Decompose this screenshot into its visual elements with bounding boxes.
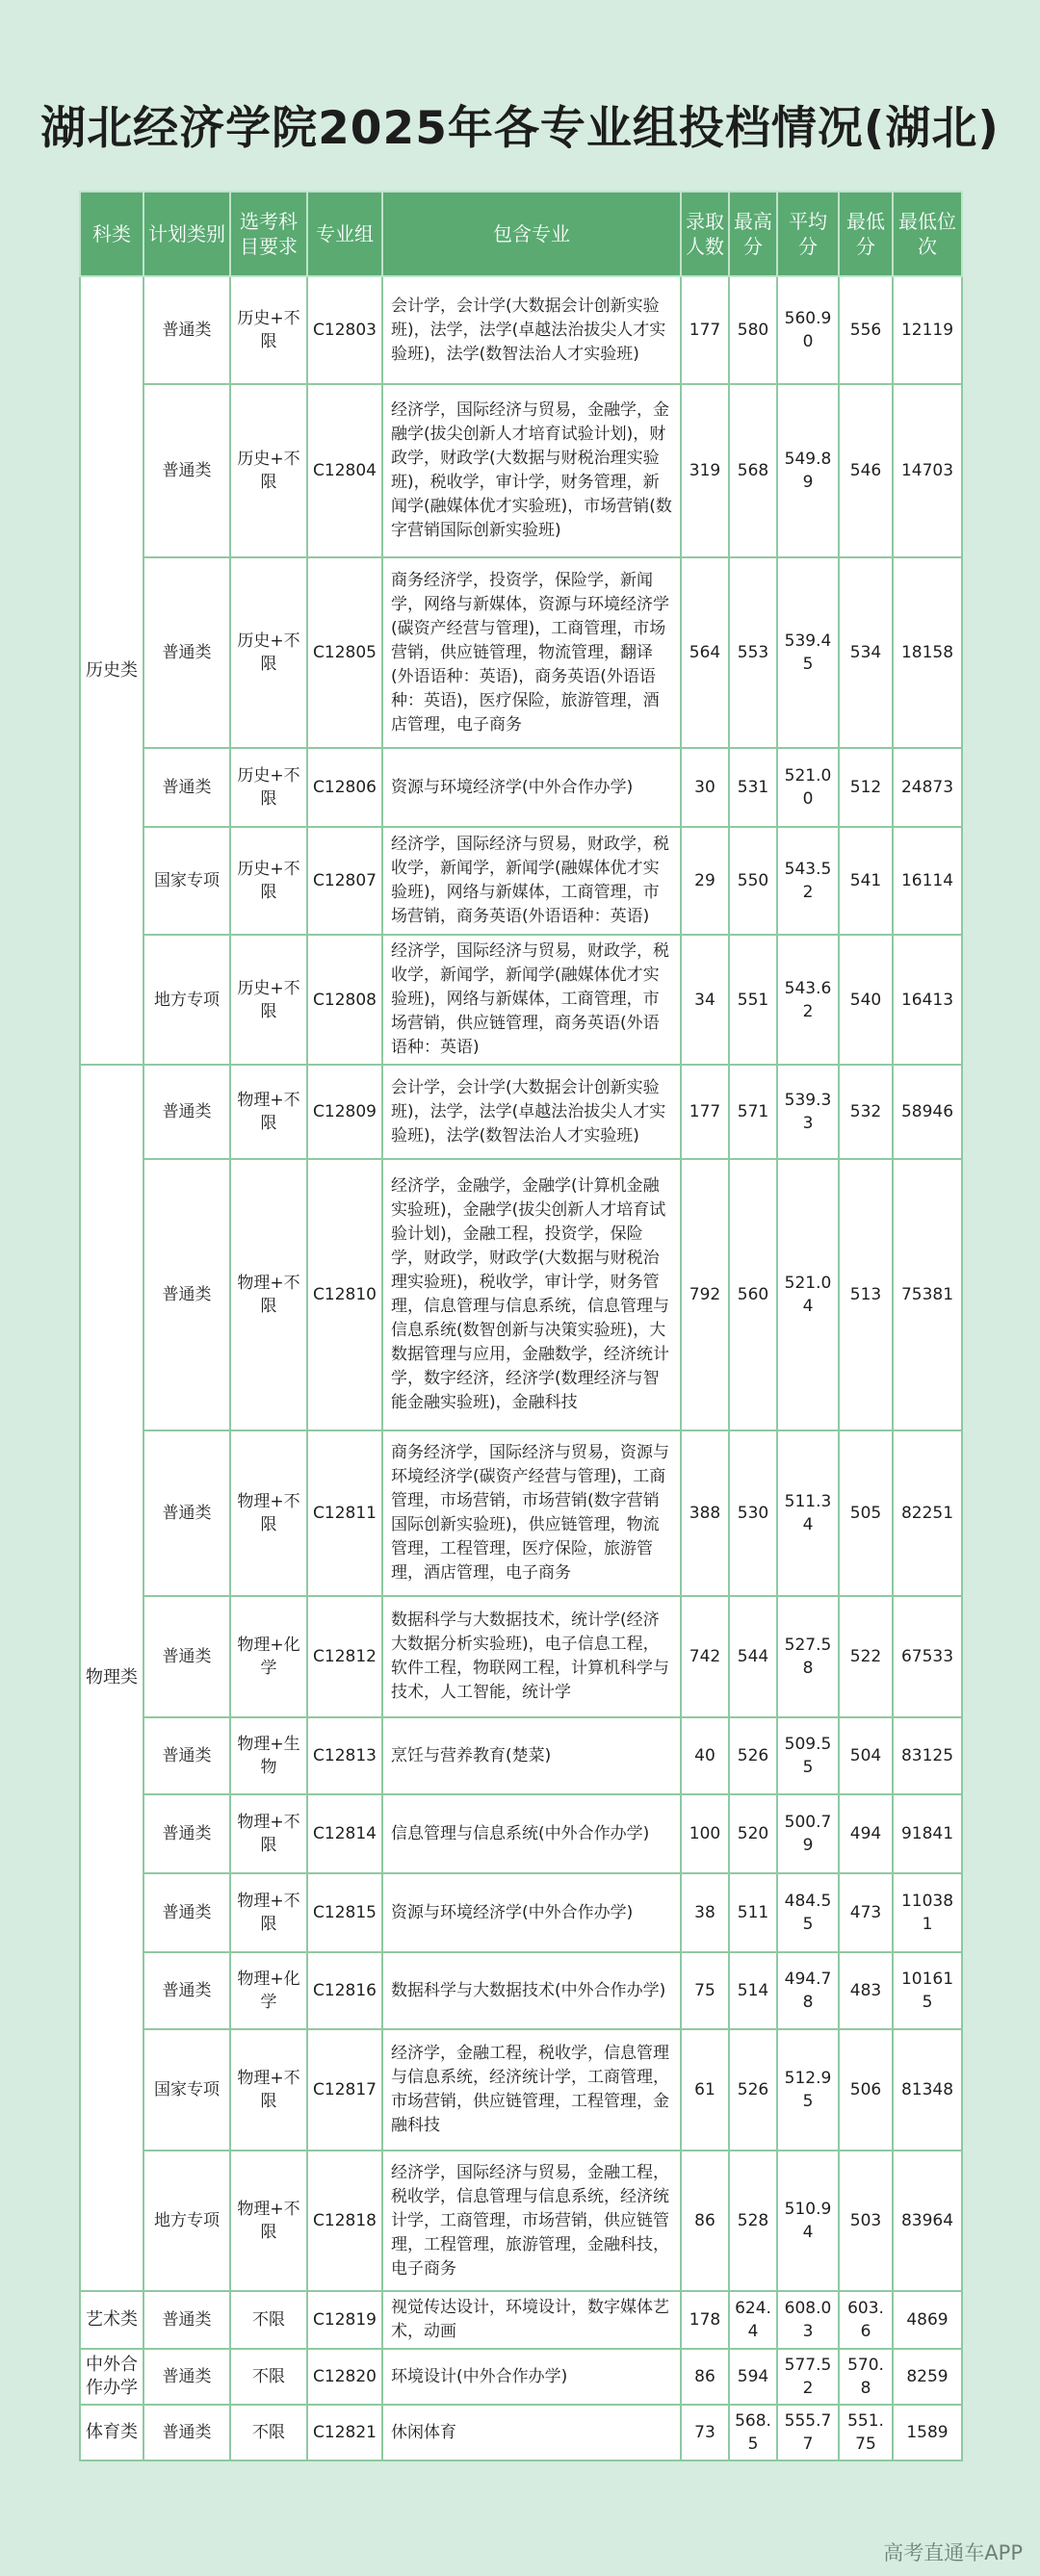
avg-score-cell: 527.58 xyxy=(777,1596,839,1717)
majors-cell: 视觉传达设计，环境设计，数字媒体艺术，动画 xyxy=(382,2291,681,2349)
table-row xyxy=(80,1065,962,1159)
min-rank-cell: 67533 xyxy=(893,1596,962,1717)
min-score-cell: 570.8 xyxy=(839,2349,893,2405)
max-score-cell: 571 xyxy=(729,1065,777,1159)
plan-type-cell: 国家专项 xyxy=(143,2029,230,2151)
table-row xyxy=(80,1794,962,1873)
header-max: 最高分 xyxy=(729,192,777,276)
plan-type-cell: 普通类 xyxy=(143,2349,230,2405)
table-row xyxy=(80,827,962,935)
min-rank-cell: 16114 xyxy=(893,827,962,935)
avg-score-cell: 521.04 xyxy=(777,1159,839,1430)
avg-score-cell: 484.55 xyxy=(777,1873,839,1952)
group-code-cell: C12808 xyxy=(307,935,382,1065)
category-cell: 物理类 xyxy=(80,1065,143,2291)
group-code-cell: C12804 xyxy=(307,384,382,557)
min-score-cell: 556 xyxy=(839,276,893,384)
table-row xyxy=(80,1596,962,1717)
max-score-cell: 553 xyxy=(729,557,777,748)
count-cell: 564 xyxy=(681,557,729,748)
count-cell: 34 xyxy=(681,935,729,1065)
group-code-cell: C12806 xyxy=(307,748,382,827)
avg-score-cell: 512.95 xyxy=(777,2029,839,2151)
min-rank-cell: 12119 xyxy=(893,276,962,384)
plan-type-cell: 地方专项 xyxy=(143,2151,230,2291)
count-cell: 86 xyxy=(681,2151,729,2291)
plan-type-cell: 国家专项 xyxy=(143,827,230,935)
max-score-cell: 551 xyxy=(729,935,777,1065)
header-subject-req: 选考科目要求 xyxy=(230,192,307,276)
min-rank-cell: 91841 xyxy=(893,1794,962,1873)
count-cell: 177 xyxy=(681,1065,729,1159)
plan-type-cell: 普通类 xyxy=(143,1952,230,2029)
table-row xyxy=(80,1952,962,2029)
avg-score-cell: 560.90 xyxy=(777,276,839,384)
avg-score-cell: 549.89 xyxy=(777,384,839,557)
min-rank-cell: 75381 xyxy=(893,1159,962,1430)
max-score-cell: 624.4 xyxy=(729,2291,777,2349)
category-cell: 历史类 xyxy=(80,276,143,1065)
majors-cell: 数据科学与大数据技术(中外合作办学) xyxy=(382,1952,681,2029)
subject-req-cell: 不限 xyxy=(230,2349,307,2405)
count-cell: 73 xyxy=(681,2405,729,2460)
subject-req-cell: 历史+不限 xyxy=(230,827,307,935)
subject-req-cell: 不限 xyxy=(230,2405,307,2460)
majors-cell: 商务经济学，投资学，保险学，新闻学，网络与新媒体，资源与环境经济学(碳资产经营与管理)，工商管理，市场营销，供应链管理，物流管理，翻译(外语语种：英语)，商务英语(外语语种：英语)，医疗保险，旅游管理，酒店管理，电子商务 xyxy=(382,557,681,748)
plan-type-cell: 地方专项 xyxy=(143,935,230,1065)
count-cell: 40 xyxy=(681,1717,729,1794)
plan-type-cell: 普通类 xyxy=(143,1596,230,1717)
avg-score-cell: 539.45 xyxy=(777,557,839,748)
count-cell: 61 xyxy=(681,2029,729,2151)
avg-score-cell: 555.77 xyxy=(777,2405,839,2460)
max-score-cell: 531 xyxy=(729,748,777,827)
group-code-cell: C12816 xyxy=(307,1952,382,2029)
avg-score-cell: 521.00 xyxy=(777,748,839,827)
plan-type-cell: 普通类 xyxy=(143,2291,230,2349)
min-score-cell: 541 xyxy=(839,827,893,935)
min-rank-cell: 4869 xyxy=(893,2291,962,2349)
avg-score-cell: 539.33 xyxy=(777,1065,839,1159)
category-cell: 体育类 xyxy=(80,2405,143,2460)
min-score-cell: 522 xyxy=(839,1596,893,1717)
group-code-cell: C12820 xyxy=(307,2349,382,2405)
majors-cell: 烹饪与营养教育(楚菜) xyxy=(382,1717,681,1794)
page-title: 湖北经济学院2025年各专业组投档情况(湖北) xyxy=(40,102,1000,155)
header-min: 最低分 xyxy=(839,192,893,276)
majors-cell: 休闲体育 xyxy=(382,2405,681,2460)
table-row xyxy=(80,935,962,1065)
category-cell: 中外合作办学 xyxy=(80,2349,143,2405)
plan-type-cell: 普通类 xyxy=(143,384,230,557)
min-score-cell: 546 xyxy=(839,384,893,557)
group-code-cell: C12809 xyxy=(307,1065,382,1159)
plan-type-cell: 普通类 xyxy=(143,1430,230,1596)
min-rank-cell: 110381 xyxy=(893,1873,962,1952)
count-cell: 38 xyxy=(681,1873,729,1952)
majors-cell: 资源与环境经济学(中外合作办学) xyxy=(382,1873,681,1952)
plan-type-cell: 普通类 xyxy=(143,557,230,748)
admission-table xyxy=(79,191,963,2461)
subject-req-cell: 历史+不限 xyxy=(230,935,307,1065)
group-code-cell: C12815 xyxy=(307,1873,382,1952)
min-score-cell: 603.6 xyxy=(839,2291,893,2349)
avg-score-cell: 543.62 xyxy=(777,935,839,1065)
group-code-cell: C12812 xyxy=(307,1596,382,1717)
min-score-cell: 483 xyxy=(839,1952,893,2029)
min-rank-cell: 83125 xyxy=(893,1717,962,1794)
subject-req-cell: 物理+不限 xyxy=(230,1159,307,1430)
avg-score-cell: 543.52 xyxy=(777,827,839,935)
min-rank-cell: 16413 xyxy=(893,935,962,1065)
min-rank-cell: 58946 xyxy=(893,1065,962,1159)
subject-req-cell: 物理+不限 xyxy=(230,1065,307,1159)
min-rank-cell: 1589 xyxy=(893,2405,962,2460)
table-row xyxy=(80,384,962,557)
subject-req-cell: 历史+不限 xyxy=(230,748,307,827)
avg-score-cell: 608.03 xyxy=(777,2291,839,2349)
count-cell: 86 xyxy=(681,2349,729,2405)
subject-req-cell: 历史+不限 xyxy=(230,384,307,557)
min-score-cell: 512 xyxy=(839,748,893,827)
min-score-cell: 504 xyxy=(839,1717,893,1794)
table-header-row xyxy=(80,192,962,276)
max-score-cell: 568.5 xyxy=(729,2405,777,2460)
header-avg: 平均分 xyxy=(777,192,839,276)
majors-cell: 信息管理与信息系统(中外合作办学) xyxy=(382,1794,681,1873)
max-score-cell: 594 xyxy=(729,2349,777,2405)
max-score-cell: 550 xyxy=(729,827,777,935)
max-score-cell: 530 xyxy=(729,1430,777,1596)
plan-type-cell: 普通类 xyxy=(143,2405,230,2460)
plan-type-cell: 普通类 xyxy=(143,1794,230,1873)
group-code-cell: C12817 xyxy=(307,2029,382,2151)
plan-type-cell: 普通类 xyxy=(143,748,230,827)
table-row xyxy=(80,557,962,748)
table-row xyxy=(80,1159,962,1430)
max-score-cell: 544 xyxy=(729,1596,777,1717)
group-code-cell: C12813 xyxy=(307,1717,382,1794)
majors-cell: 会计学，会计学(大数据会计创新实验班)，法学，法学(卓越法治拔尖人才实验班)，法学(数智法治人才实验班) xyxy=(382,1065,681,1159)
header-count: 录取人数 xyxy=(681,192,729,276)
max-score-cell: 514 xyxy=(729,1952,777,2029)
table-row xyxy=(80,2029,962,2151)
min-rank-cell: 83964 xyxy=(893,2151,962,2291)
table-row xyxy=(80,2405,962,2460)
max-score-cell: 511 xyxy=(729,1873,777,1952)
min-score-cell: 503 xyxy=(839,2151,893,2291)
count-cell: 29 xyxy=(681,827,729,935)
majors-cell: 经济学，国际经济与贸易，金融工程，税收学，信息管理与信息系统，经济统计学，工商管理，市场营销，供应链管理，工程管理，旅游管理，金融科技，电子商务 xyxy=(382,2151,681,2291)
subject-req-cell: 物理+不限 xyxy=(230,1873,307,1952)
min-score-cell: 532 xyxy=(839,1065,893,1159)
group-code-cell: C12819 xyxy=(307,2291,382,2349)
min-rank-cell: 81348 xyxy=(893,2029,962,2151)
header-group: 专业组 xyxy=(307,192,382,276)
table-row xyxy=(80,2349,962,2405)
count-cell: 177 xyxy=(681,276,729,384)
majors-cell: 经济学，金融工程，税收学，信息管理与信息系统，经济统计学，工商管理，市场营销，供应链管理，工程管理，金融科技 xyxy=(382,2029,681,2151)
max-score-cell: 560 xyxy=(729,1159,777,1430)
group-code-cell: C12805 xyxy=(307,557,382,748)
watermark: 高考直通车APP xyxy=(883,2541,1023,2564)
max-score-cell: 526 xyxy=(729,2029,777,2151)
count-cell: 388 xyxy=(681,1430,729,1596)
min-score-cell: 551.75 xyxy=(839,2405,893,2460)
table-row xyxy=(80,1873,962,1952)
subject-req-cell: 物理+不限 xyxy=(230,1430,307,1596)
min-rank-cell: 24873 xyxy=(893,748,962,827)
min-score-cell: 506 xyxy=(839,2029,893,2151)
min-rank-cell: 101615 xyxy=(893,1952,962,2029)
plan-type-cell: 普通类 xyxy=(143,1873,230,1952)
max-score-cell: 526 xyxy=(729,1717,777,1794)
avg-score-cell: 494.78 xyxy=(777,1952,839,2029)
subject-req-cell: 物理+不限 xyxy=(230,2029,307,2151)
plan-type-cell: 普通类 xyxy=(143,1159,230,1430)
min-score-cell: 505 xyxy=(839,1430,893,1596)
subject-req-cell: 不限 xyxy=(230,2291,307,2349)
avg-score-cell: 511.34 xyxy=(777,1430,839,1596)
avg-score-cell: 500.79 xyxy=(777,1794,839,1873)
table-row xyxy=(80,2151,962,2291)
group-code-cell: C12811 xyxy=(307,1430,382,1596)
subject-req-cell: 物理+化学 xyxy=(230,1952,307,2029)
min-rank-cell: 8259 xyxy=(893,2349,962,2405)
table-row xyxy=(80,748,962,827)
group-code-cell: C12810 xyxy=(307,1159,382,1430)
min-score-cell: 473 xyxy=(839,1873,893,1952)
min-rank-cell: 82251 xyxy=(893,1430,962,1596)
avg-score-cell: 509.55 xyxy=(777,1717,839,1794)
count-cell: 319 xyxy=(681,384,729,557)
count-cell: 100 xyxy=(681,1794,729,1873)
min-rank-cell: 14703 xyxy=(893,384,962,557)
subject-req-cell: 物理+不限 xyxy=(230,2151,307,2291)
category-cell: 艺术类 xyxy=(80,2291,143,2349)
majors-cell: 经济学，金融学，金融学(计算机金融实验班)，金融学(拔尖创新人才培育试验计划)，金融工程，投资学，保险学，财政学，财政学(大数据与财税治理实验班)，税收学，审计学，财务管理，信息管理与信息系统，信息管理与信息系统(数智创新与决策实验班)，大数据管理与应用，金融数学，经济统计学，数字经济，经济学(数理经济与智能金融实验班)，金融科技 xyxy=(382,1159,681,1430)
avg-score-cell: 510.94 xyxy=(777,2151,839,2291)
majors-cell: 经济学，国际经济与贸易，财政学，税收学，新闻学，新闻学(融媒体优才实验班)，网络与新媒体，工商管理，市场营销，商务英语(外语语种：英语) xyxy=(382,827,681,935)
max-score-cell: 580 xyxy=(729,276,777,384)
max-score-cell: 528 xyxy=(729,2151,777,2291)
majors-cell: 资源与环境经济学(中外合作办学) xyxy=(382,748,681,827)
subject-req-cell: 物理+化学 xyxy=(230,1596,307,1717)
plan-type-cell: 普通类 xyxy=(143,1717,230,1794)
majors-cell: 经济学，国际经济与贸易，金融学，金融学(拔尖创新人才培育试验计划)，财政学，财政学(大数据与财税治理实验班)，税收学，审计学，财务管理，新闻学(融媒体优才实验班)，市场营销(数字营销国际创新实验班) xyxy=(382,384,681,557)
group-code-cell: C12803 xyxy=(307,276,382,384)
subject-req-cell: 物理+不限 xyxy=(230,1794,307,1873)
group-code-cell: C12821 xyxy=(307,2405,382,2460)
plan-type-cell: 普通类 xyxy=(143,276,230,384)
count-cell: 742 xyxy=(681,1596,729,1717)
count-cell: 792 xyxy=(681,1159,729,1430)
majors-cell: 会计学，会计学(大数据会计创新实验班)，法学，法学(卓越法治拔尖人才实验班)，法学(数智法治人才实验班) xyxy=(382,276,681,384)
majors-cell: 商务经济学，国际经济与贸易，资源与环境经济学(碳资产经营与管理)，工商管理，市场营销，市场营销(数字营销国际创新实验班)，供应链管理，物流管理，工程管理，医疗保险，旅游管理，酒店管理，电子商务 xyxy=(382,1430,681,1596)
count-cell: 75 xyxy=(681,1952,729,2029)
table-row xyxy=(80,1717,962,1794)
header-category: 科类 xyxy=(80,192,143,276)
header-plan-type: 计划类别 xyxy=(143,192,230,276)
group-code-cell: C12818 xyxy=(307,2151,382,2291)
group-code-cell: C12807 xyxy=(307,827,382,935)
plan-type-cell: 普通类 xyxy=(143,1065,230,1159)
max-score-cell: 568 xyxy=(729,384,777,557)
subject-req-cell: 物理+生物 xyxy=(230,1717,307,1794)
min-score-cell: 534 xyxy=(839,557,893,748)
group-code-cell: C12814 xyxy=(307,1794,382,1873)
min-rank-cell: 18158 xyxy=(893,557,962,748)
majors-cell: 环境设计(中外合作办学) xyxy=(382,2349,681,2405)
majors-cell: 数据科学与大数据技术，统计学(经济大数据分析实验班)，电子信息工程，软件工程，物联网工程，计算机科学与技术，人工智能，统计学 xyxy=(382,1596,681,1717)
subject-req-cell: 历史+不限 xyxy=(230,557,307,748)
majors-cell: 经济学，国际经济与贸易，财政学，税收学，新闻学，新闻学(融媒体优才实验班)，网络与新媒体，工商管理，市场营销，供应链管理，商务英语(外语语种：英语) xyxy=(382,935,681,1065)
header-rank: 最低位次 xyxy=(893,192,962,276)
min-score-cell: 540 xyxy=(839,935,893,1065)
table-row xyxy=(80,1430,962,1596)
min-score-cell: 494 xyxy=(839,1794,893,1873)
avg-score-cell: 577.52 xyxy=(777,2349,839,2405)
count-cell: 30 xyxy=(681,748,729,827)
table-row xyxy=(80,276,962,384)
table-row xyxy=(80,2291,962,2349)
count-cell: 178 xyxy=(681,2291,729,2349)
subject-req-cell: 历史+不限 xyxy=(230,276,307,384)
header-majors: 包含专业 xyxy=(382,192,681,276)
min-score-cell: 513 xyxy=(839,1159,893,1430)
max-score-cell: 520 xyxy=(729,1794,777,1873)
